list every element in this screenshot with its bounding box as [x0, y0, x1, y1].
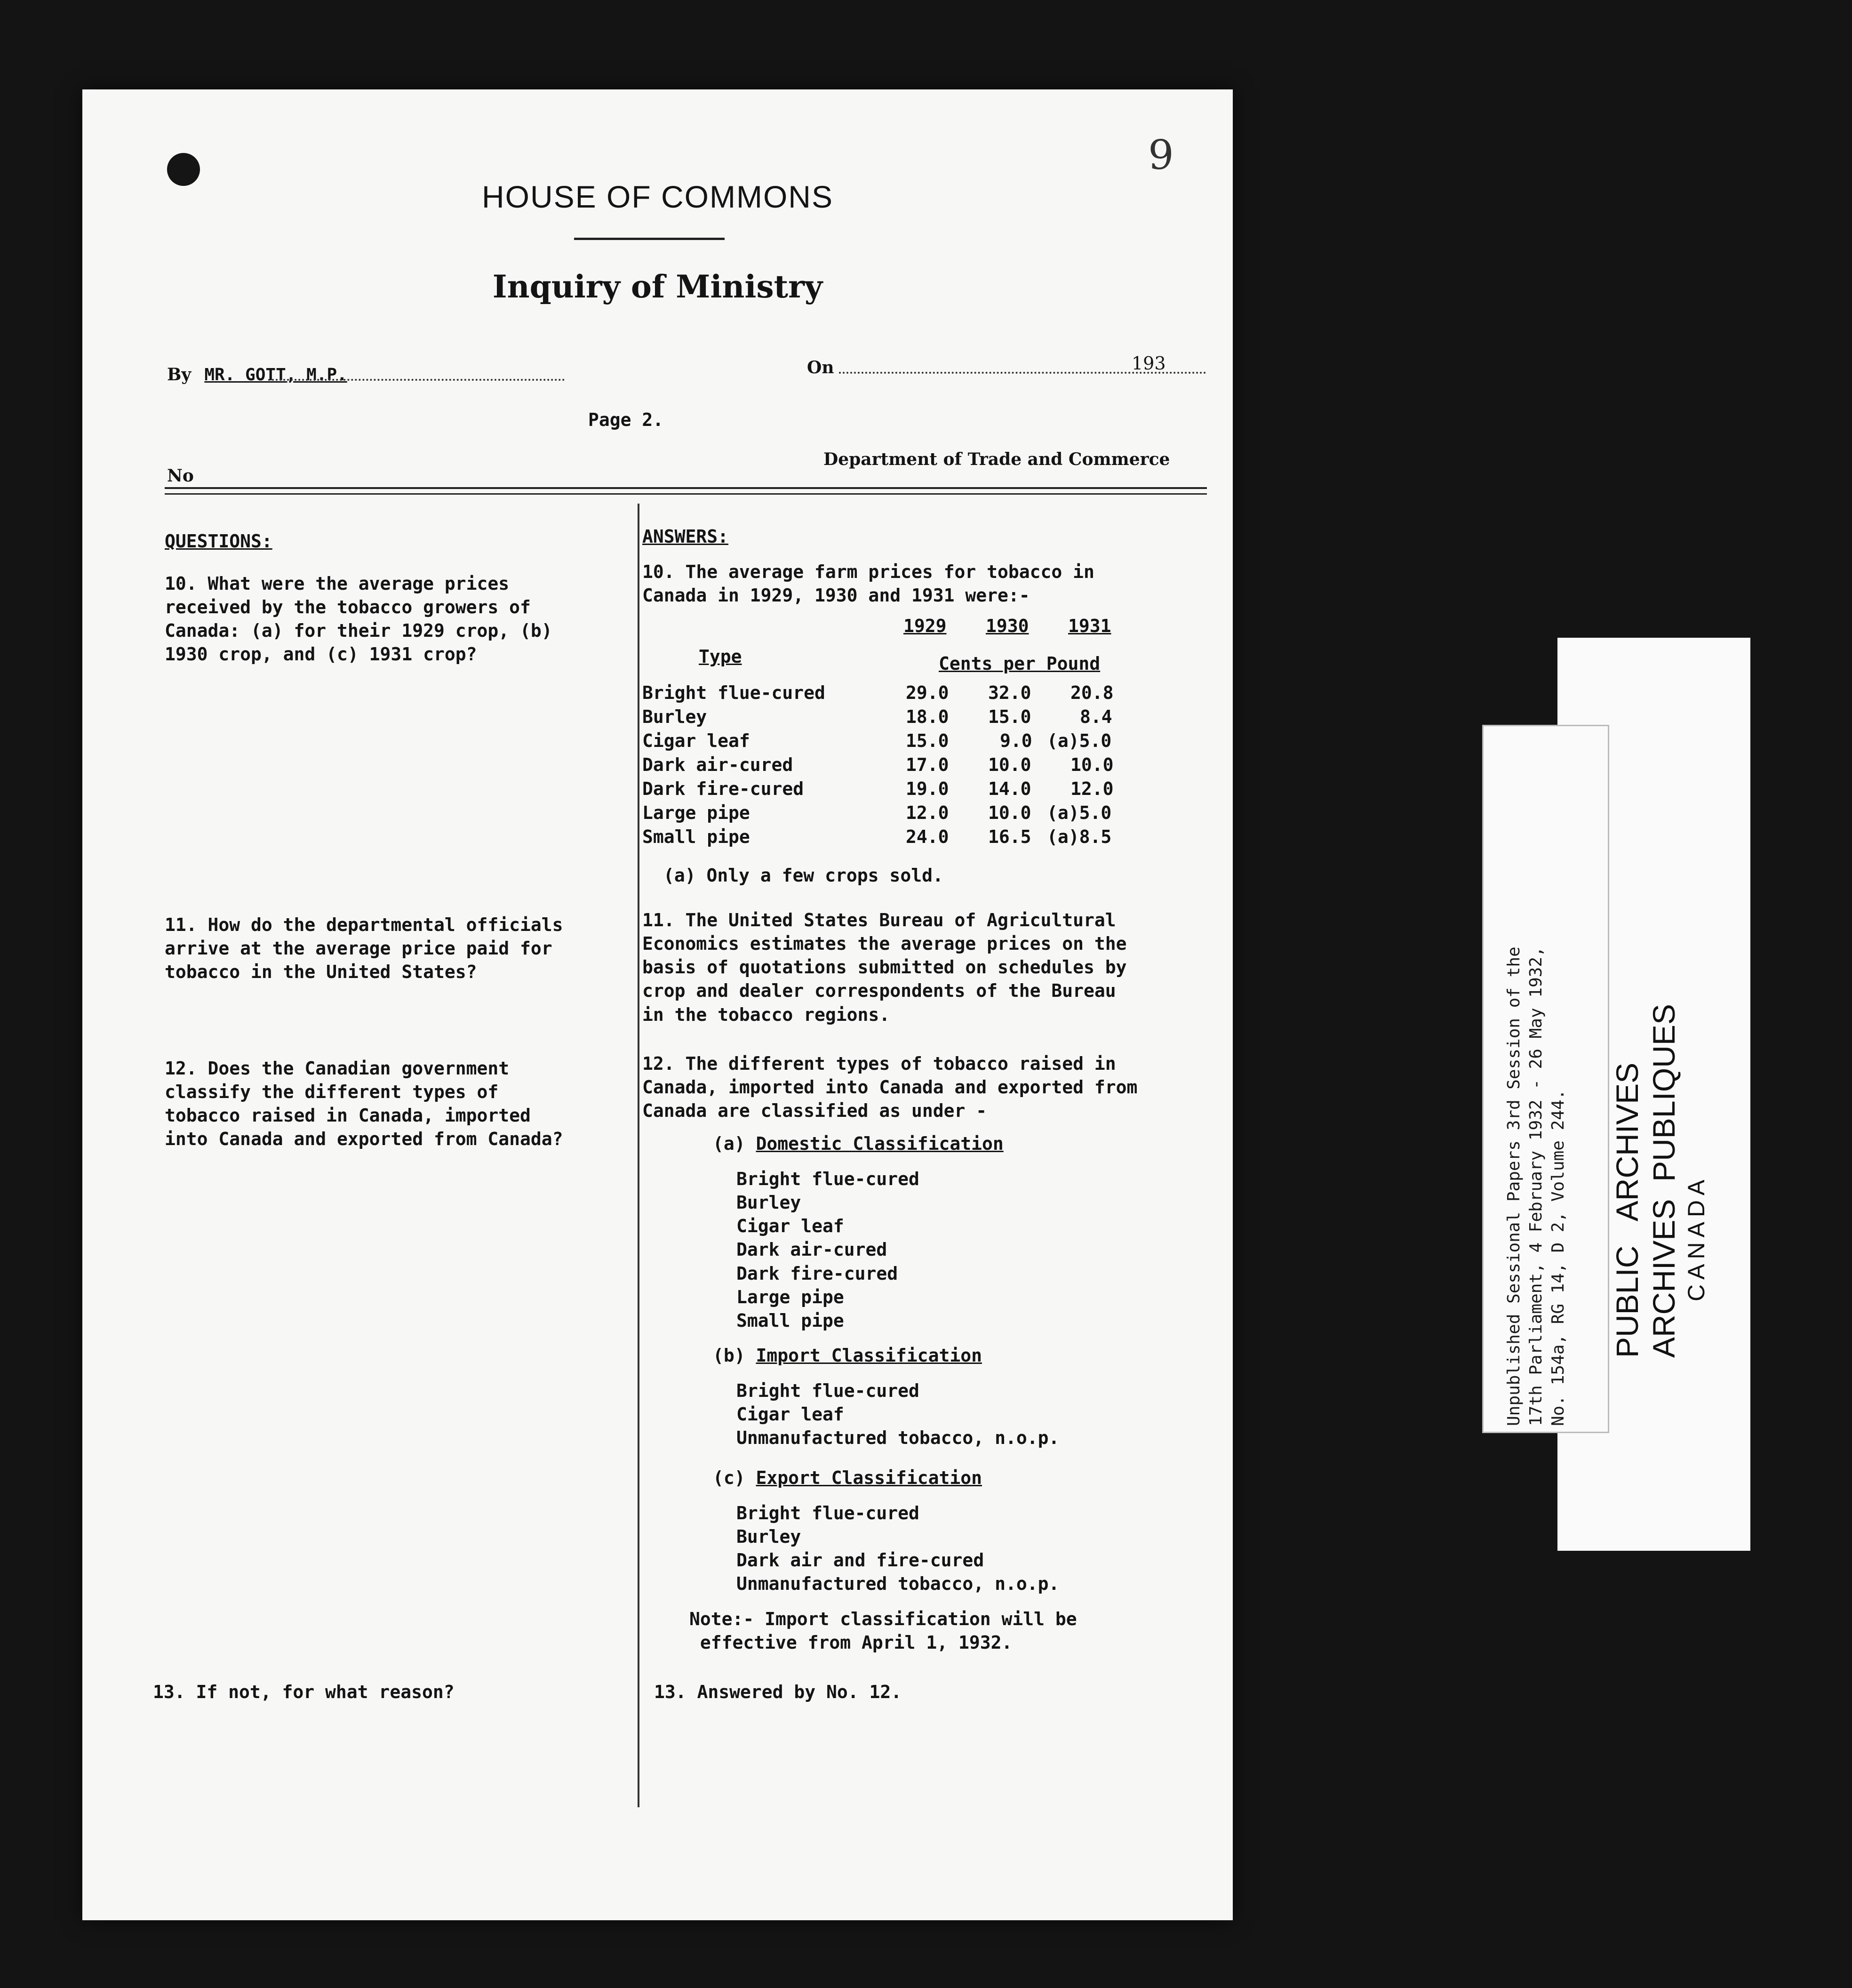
- footnote-a: (a) Only a few crops sold.: [663, 865, 943, 886]
- value-1929: 19.0: [906, 778, 949, 799]
- value-1929: 15.0: [906, 730, 949, 751]
- year-1931: 1931: [1068, 616, 1111, 636]
- export-list: Bright flue-cured Burley Dark air and fire-cured Unmanufactured tobacco, n.o.p.: [736, 1503, 1060, 1595]
- type-label: Type: [699, 646, 742, 667]
- question-12: 12. Does the Canadian government classify the different types of tobacco raised in Canada, imported into Canada and exported from Canada?: [165, 1058, 563, 1150]
- column-divider: [638, 504, 639, 1807]
- domestic-list: Bright flue-cured Burley Cigar leaf Dark air-cured Dark fire-cured Large pipe Small pipe: [736, 1169, 919, 1331]
- page-number: 9: [1148, 132, 1174, 179]
- value-1930: 10.0: [988, 802, 1031, 823]
- on-label: On: [807, 358, 834, 377]
- unit-label: Cents per Pound: [939, 653, 1101, 674]
- import-list: Bright flue-cured Cigar leaf Unmanufactured tobacco, n.o.p.: [736, 1380, 1060, 1449]
- by-dotted-line: [268, 379, 565, 381]
- value-1930: 9.0: [1000, 730, 1032, 751]
- type-cell: Small pipe: [642, 826, 750, 847]
- value-1931: 10.0: [1070, 754, 1114, 775]
- year-1929: 1929: [903, 616, 947, 636]
- import-heading: [713, 1344, 982, 1367]
- value-1930: 15.0: [988, 706, 1031, 727]
- question-13: 13. If not, for what reason?: [153, 1682, 455, 1702]
- header-rule-2: [165, 493, 1207, 495]
- question-10: 10. What were the average prices received by the tobacco growers of Canada: (a) for their 1929 crop, (b) 1930 crop, and (c) 1931 crop?: [165, 573, 552, 665]
- type-cell: Large pipe: [642, 802, 750, 823]
- by-label: By: [167, 365, 192, 385]
- type-cell: Dark air-cured: [642, 754, 793, 775]
- type-cell: Dark fire-cured: [642, 778, 804, 799]
- year-label: 193: [1132, 353, 1166, 374]
- form-subtitle: Inquiry of Ministry: [492, 268, 823, 305]
- value-1930: 16.5: [988, 826, 1031, 847]
- archives-line-1: PUBLIC ARCHIVES: [1610, 1062, 1644, 1358]
- answer-10-intro: 10. The average farm prices for tobacco in Canada in 1929, 1930 and 1931 were:-: [642, 561, 1094, 606]
- questions-heading: QUESTIONS:: [165, 531, 272, 552]
- value-1929: 17.0: [906, 754, 949, 775]
- value-1929: 18.0: [906, 706, 949, 727]
- type-cell: Bright flue-cured: [642, 682, 825, 703]
- domestic-prefix: (a): [713, 1133, 756, 1154]
- type-cell: Cigar leaf: [642, 730, 750, 751]
- export-heading: [713, 1466, 982, 1490]
- value-1930: 10.0: [988, 754, 1031, 775]
- archives-stamp: [1609, 793, 1710, 1358]
- archives-line-2: ARCHIVES PUBLIQUES: [1646, 1004, 1681, 1358]
- domestic-heading: [713, 1132, 1004, 1155]
- department: Department of Trade and Commerce: [823, 449, 1170, 469]
- value-1931: (a)5.0: [1047, 730, 1112, 751]
- year-1930: 1930: [986, 616, 1029, 636]
- import-title: Import Classification: [756, 1345, 982, 1366]
- answers-heading: ANSWERS:: [642, 526, 729, 547]
- house-title: HOUSE OF COMMONS: [481, 179, 833, 214]
- title-divider: [574, 238, 725, 240]
- import-prefix: (b): [713, 1345, 756, 1366]
- answer-12-intro: 12. The different types of tobacco raised in Canada, imported into Canada and exported from Canada are classified as under -: [642, 1053, 1138, 1122]
- domestic-title: Domestic Classification: [756, 1133, 1004, 1154]
- archives-line-3: CANADA: [1683, 1175, 1709, 1301]
- value-1930: 14.0: [988, 778, 1031, 799]
- citation-text: Unpublished Sessional Papers 3rd Session of the 17th Parliament, 4 February 1932 - 26 May 1932, No. 154a, RG 14, D 2, Volume 244.: [1504, 946, 1568, 1426]
- question-11: 11. How do the departmental officials arrive at the average price paid for tobacco in the United States?: [165, 914, 563, 983]
- value-1931: (a)8.5: [1047, 826, 1112, 847]
- value-1929: 29.0: [906, 682, 949, 703]
- export-prefix: (c): [713, 1467, 756, 1488]
- value-1931: (a)5.0: [1047, 802, 1112, 823]
- by-value: MR. GOTT, M.P.: [204, 365, 347, 385]
- type-cell: Burley: [642, 706, 707, 727]
- answer-13: 13. Answered by No. 12.: [654, 1682, 902, 1702]
- answer-11: 11. The United States Bureau of Agricultural Economics estimates the average prices on the basis of quotations submitted on schedules by crop and dealer correspondents of the Bureau in the tobacco regions.: [642, 910, 1127, 1025]
- no-label: No: [167, 466, 194, 486]
- export-title: Export Classification: [756, 1467, 982, 1488]
- by-field: [167, 365, 347, 385]
- value-1929: 24.0: [906, 826, 949, 847]
- value-1931: 8.4: [1080, 706, 1112, 727]
- header-rule: [165, 487, 1207, 489]
- value-1929: 12.0: [906, 802, 949, 823]
- document-page: [82, 89, 1233, 1920]
- value-1931: 20.8: [1070, 682, 1114, 703]
- value-1930: 32.0: [988, 682, 1031, 703]
- value-1931: 12.0: [1070, 778, 1114, 799]
- import-note: Note:- Import classification will be effective from April 1, 1932.: [689, 1609, 1077, 1653]
- page-label: Page 2.: [588, 409, 664, 430]
